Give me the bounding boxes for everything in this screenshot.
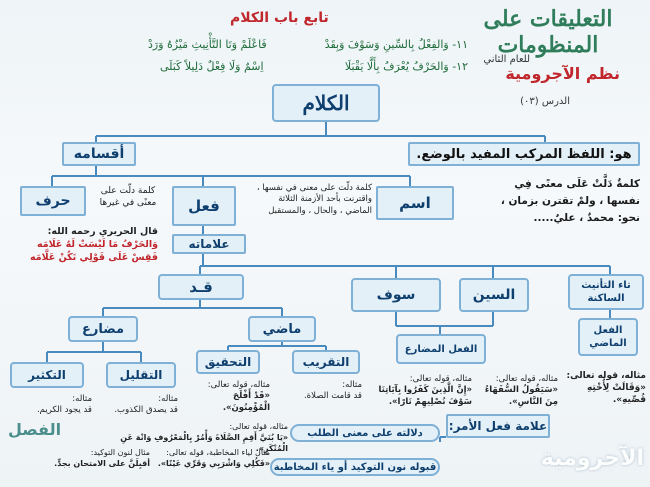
lesson-label: الدرس (٠٣) [520,96,570,107]
book-title: نظم الآجرومية [505,64,620,83]
logo-title: التعليقات على المنظومات [483,6,613,58]
ta-node: تاء التأنيث الساكنة [568,274,644,310]
example-tahqeeq: مثاله، قوله تعالى: «قَدْ أَفْلَحَ الْمُؤْمِنُونَ». [207,380,270,413]
example-amr-3: مثال لنون التوكيد: أقبِلَنَّ على الامتحان بجدٍّ. [54,448,150,468]
verse-12-a: ١٢- وَالحَرْفُ يُعْرَفُ بِأَلَّا يَقْبَلَا [344,60,468,73]
tahqeeq-node: التحقيق [196,350,260,374]
section-title: تابع باب الكلام [230,10,329,26]
example-amr-1: مثاله، قوله تعالى: «يَا بُنَيَّ أَقِمِ الصَّلَاةَ وَأْمُرْ بِالْمَعْرُوفِ وَانْهَ عَنِ الْمُنْكَرِ». [120,422,288,453]
kalam-definition: هو: اللفظ المركب المفيد بالوضع. [408,142,640,166]
example-sawfa: مثاله، قوله تعالى: «إِنَّ الَّذِينَ كَفَرُوا بِآيَاتِنَا سَوْفَ نُصْلِيهِمْ نَارًا». [378,374,472,407]
example-ta: مثاله، قوله تعالى: «وَقَالَتْ لِأُخْتِهِ قُصِّيهِ». [566,371,646,406]
example-taqreeb: مثاله: قد قامت الصلاة. [303,380,362,402]
example-taqlil: مثاله: قد يصدق الكذوب. [114,394,178,416]
fil-node: فعل [172,186,236,226]
madi-node: ماضي [248,316,316,342]
fil-definition: كلمة دلّت على معنى في نفسها ، واقترنت بأحد الأزمنة الثلاثة الماضي ، والحال ، والمستقبل [256,183,372,216]
taktheer-node: التكثير [10,362,84,388]
amr-alama-node: علامة فعل الأمر: [446,414,550,438]
harf-node: حرف [20,186,86,216]
grade-label: للعام الثاني [483,54,530,65]
fil-madi-node: الفعل الماضي [578,318,638,356]
example-amr-2: مثال لياء المخاطبة، قوله تعالى: «فَكُلِي وَاشْرَبِي وَقَرِّي عَيْنًا». [157,448,270,468]
verse-12-b: اِسْمٌ وَلَا فِعْلٌ دَلِيلاً كَبَلَى [160,60,264,73]
mudari-node: مضارع [68,316,138,342]
hariri-quote: قال الحريري رحمه الله: وَالحَرْفُ مَا لَيْسَتْ لَهُ عَلَامَه فَقِسْ عَلَى قَوْلِي تَكُنْ عَلَّامَه [29,226,158,263]
example-sin: مثاله، قوله تعالى: «سَيَقُولُ السُّفَهَاءُ مِنَ النَّاسِ». [484,374,558,407]
example-taktheer: مثاله: قد يجود الكريم. [36,394,92,416]
alamat-node: علاماته [172,234,246,254]
harf-definition: كلمة دلّت على معنًى في غيرها [99,186,157,209]
watermark-left: الفصل [8,420,62,439]
aqsam-node: أقسامه [62,142,136,166]
ism-definition: كلمةٌ دَلَّتْ عَلَى معنًى فِي نفسها ، ولمْ تقترن بزمان ، نحو: محمدٌ ، عليٌ..... [500,178,640,224]
kalam-node: الكلام [272,84,380,122]
qad-node: قـد [158,274,244,300]
sin-node: السين [459,278,529,312]
fil-mudari-node: الفعل المضارع [396,334,486,364]
watermark-right: الآجرومية [540,446,644,471]
verse-11-a: ١١- وَالفِعْلُ بِالسِّينِ وَسَوْفَ وَبِقَدْ [324,38,468,51]
taqlil-node: التقليل [106,362,176,388]
sawfa-node: سوف [351,278,441,312]
amr-sign-1: دلالته على معنى الطلب [290,424,440,442]
taqreeb-node: التقريب [292,350,360,374]
ism-node: اسم [376,186,454,220]
verse-11-b: فَاعْلَمْ وَتَا التَّأْنِيثِ مَيْزُهُ وَرَدْ [148,38,267,51]
amr-sign-2: قبوله نون التوكيد أو ياء المخاطبة [270,458,440,476]
